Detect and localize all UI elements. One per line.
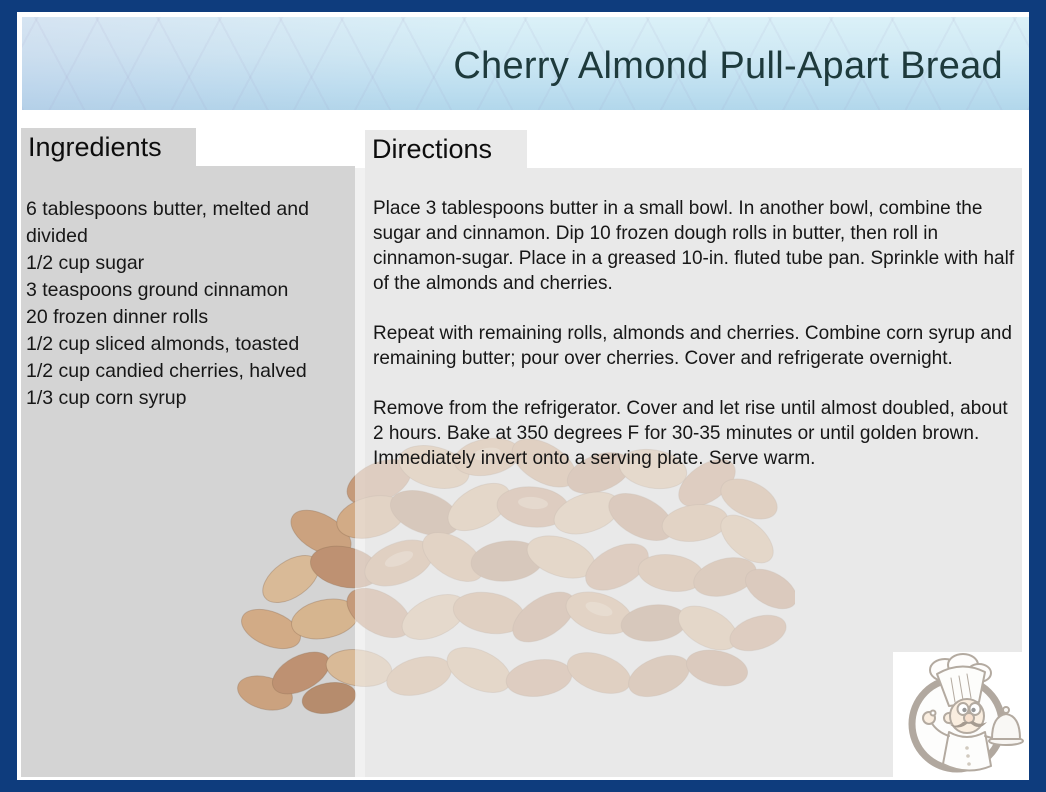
page-title: Cherry Almond Pull-Apart Bread: [453, 45, 1003, 87]
ingredient-item: 20 frozen dinner rolls: [26, 306, 209, 328]
ingredients-heading-box: [21, 128, 196, 166]
ingredient-item: 6 tablespoons butter, melted and divided: [26, 198, 309, 247]
directions-text: [373, 196, 1021, 496]
directions-paragraph: Place 3 tablespoons butter in a small bowl. In another bowl, combine the sugar and cinnamon. Dip 10 frozen dough rolls in butter, then roll in cinnamon-sugar. Place in a greased 10-in. fluted tube pan. Sprinkle with half of the almonds and cherries.: [373, 198, 1015, 294]
ingredients-heading: Ingredients: [28, 131, 162, 162]
ingredient-item: 1/2 cup candied cherries, halved: [26, 360, 307, 382]
title-banner: [22, 17, 1029, 110]
chef-mascot-logo: [893, 652, 1029, 778]
directions-paragraph: Remove from the refrigerator. Cover and let rise until almost doubled, about 2 hours. Bake at 350 degrees F for 30-35 minutes or until golden brown. Immediately invert onto a serving plate. Serve warm.: [373, 398, 1008, 469]
ingredient-item: 1/3 cup corn syrup: [26, 387, 187, 409]
directions-heading: Directions: [372, 133, 493, 164]
ingredient-item: 1/2 cup sliced almonds, toasted: [26, 333, 300, 355]
directions-paragraph: Repeat with remaining rolls, almonds and cherries. Combine corn syrup and remaining butter; pour over cherries. Cover and refrigerate overnight.: [373, 323, 1012, 369]
ingredient-item: 3 teaspoons ground cinnamon: [26, 279, 289, 301]
directions-heading-box: [365, 130, 527, 168]
ingredients-list: [26, 196, 350, 412]
ingredient-item: 1/2 cup sugar: [26, 252, 145, 274]
